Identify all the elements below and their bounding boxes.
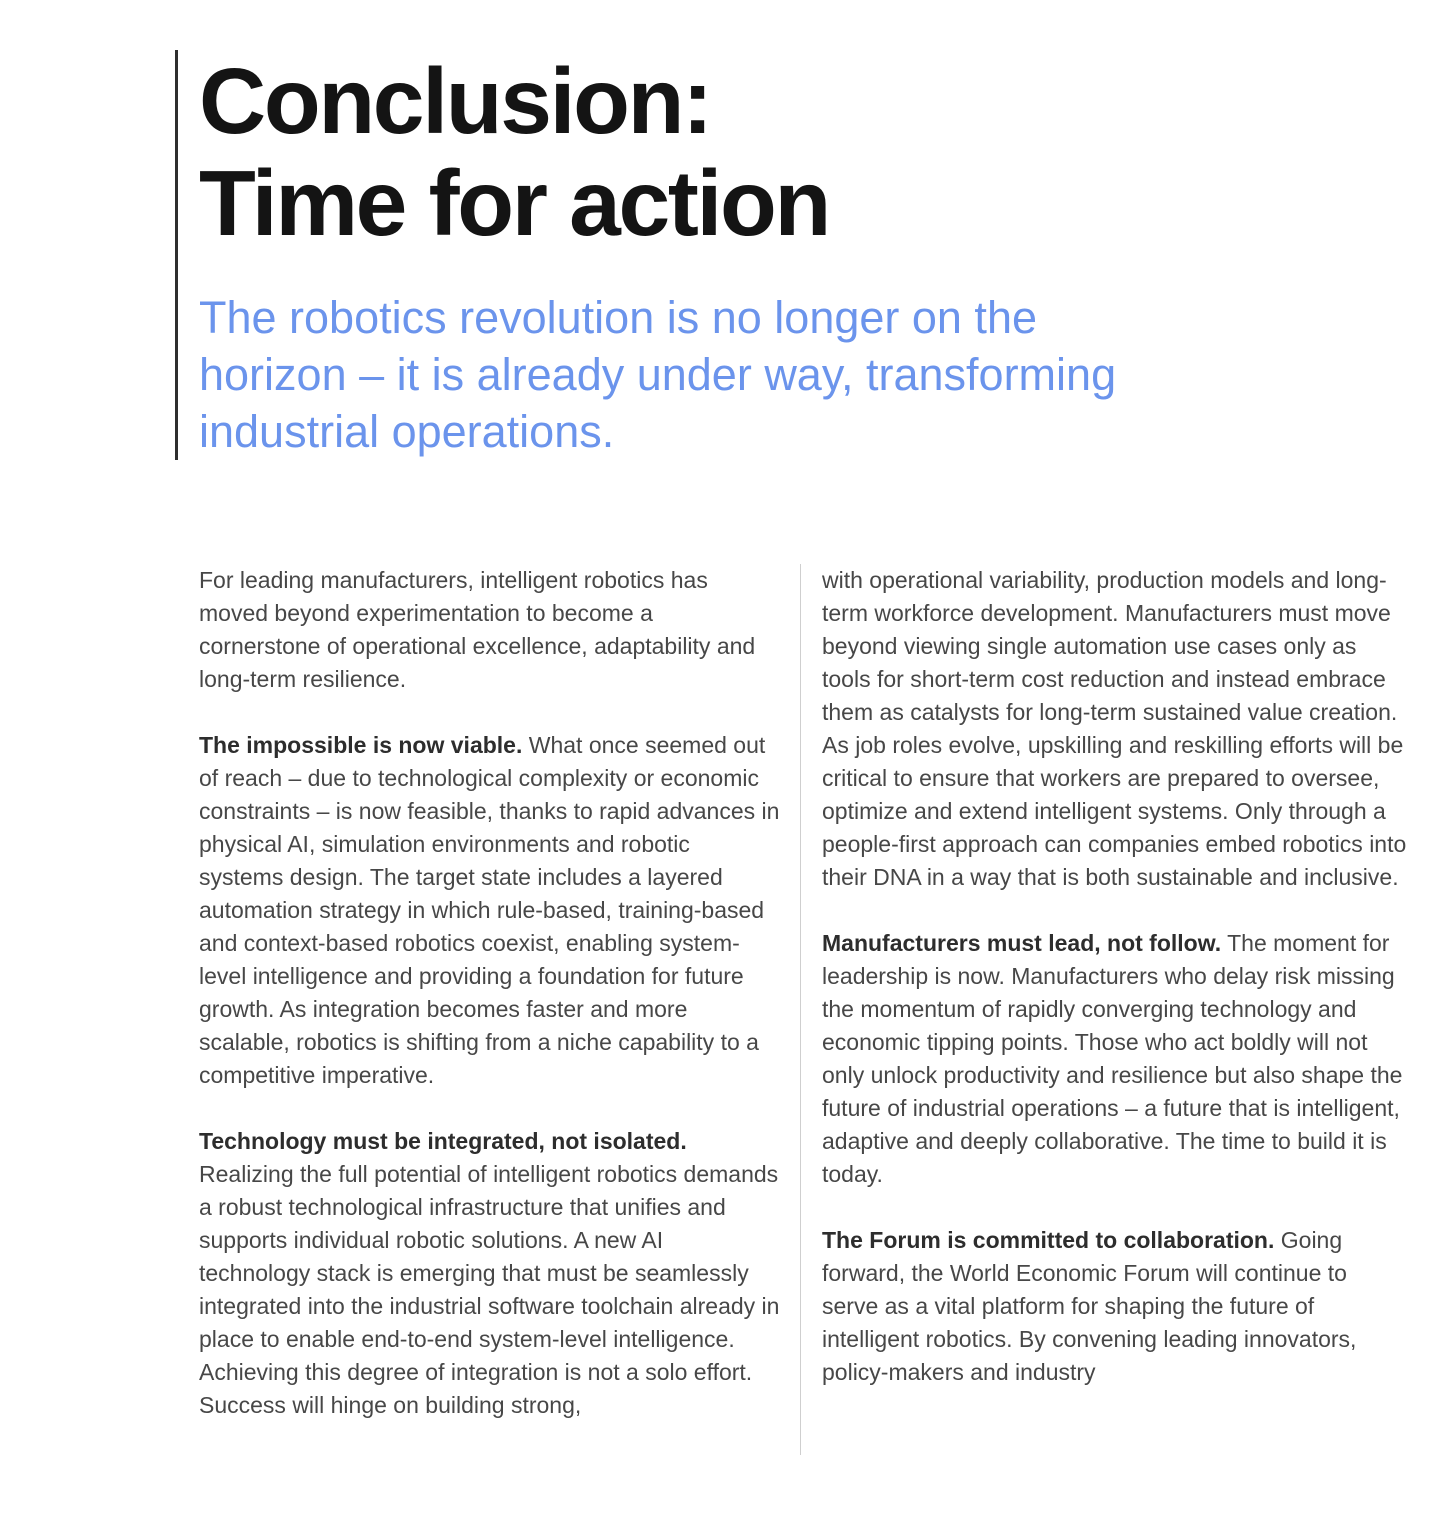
paragraph-lead: Technology must be integrated, not isolated.	[199, 1128, 687, 1155]
paragraph-text: Going forward, the World Economic Forum will continue to serve as a vital platform for shaping the future of intelligent robotics. By convening leading innovators, policy-makers and industry	[822, 1227, 1357, 1386]
paragraph-text: The moment for leadership is now. Manufacturers who delay risk missing the momentum of rapidly converging technology and economic tipping points. Those who act boldly will not only unlock productivity and resilience but also shape the future of industrial operations – a future that is intelligent, adaptive and deeply collaborative. The time to build it is today.	[822, 930, 1403, 1188]
page-title-line-1: Conclusion:	[199, 49, 711, 153]
paragraph	[822, 1224, 1407, 1389]
paragraph	[822, 564, 1407, 894]
paragraph-lead: The impossible is now viable.	[199, 732, 523, 759]
paragraph-lead: The Forum is committed to collaboration.	[822, 1227, 1275, 1254]
paragraph	[199, 1125, 780, 1422]
paragraph-text: For leading manufacturers, intelligent robotics has moved beyond experimentation to become a cornerstone of operational excellence, adaptability and long-term resilience.	[199, 567, 756, 693]
paragraph	[199, 729, 780, 1092]
body-columns	[199, 564, 1432, 1535]
page-subtitle: The robotics revolution is no longer on the horizon – it is already under way, transforming industrial operations.	[199, 291, 1117, 457]
report-header	[175, 50, 1407, 460]
paragraph-text: with operational variability, production models and long-term workforce development. Manufacturers must move beyond viewing single automation use cases only as tools for short-term cost reduction and instead embrace them as catalysts for long-term sustained value creation. As job roles evolve, upskilling and reskilling efforts will be critical to ensure that workers are prepared to oversee, optimize and extend intelligent systems. Only through a people-first approach can companies embed robotics into their DNA in a way that is both sustainable and inclusive.	[822, 567, 1407, 891]
body-column-right	[801, 564, 1407, 1455]
page-title-line-2: Time for action	[199, 151, 830, 256]
paragraph-text: What once seemed out of reach – due to technological complexity or economic constraints – is now feasible, thanks to rapid advances in physical AI, simulation environments and robotic systems design. The target state includes a layered automation strategy in which rule-based, training-based and context-based robotics coexist, enabling system-level intelligence and providing a foundation for future growth. As integration becomes faster and more scalable, robotics is shifting from a niche capability to a competitive imperative.	[199, 732, 780, 1089]
paragraph	[822, 927, 1407, 1191]
paragraph	[199, 564, 780, 696]
body-column-left	[199, 564, 780, 1455]
page-title	[199, 50, 1407, 255]
paragraph-text: Realizing the full potential of intelligent robotics demands a robust technological infrastructure that unifies and supports individual robotic solutions. A new AI technology stack is emerging that must be seamlessly integrated into the industrial software toolchain already in place to enable end-to-end system-level intelligence. Achieving this degree of integration is not a solo effort. Success will hinge on building strong,	[199, 1161, 780, 1419]
paragraph-lead: Manufacturers must lead, not follow.	[822, 930, 1222, 957]
